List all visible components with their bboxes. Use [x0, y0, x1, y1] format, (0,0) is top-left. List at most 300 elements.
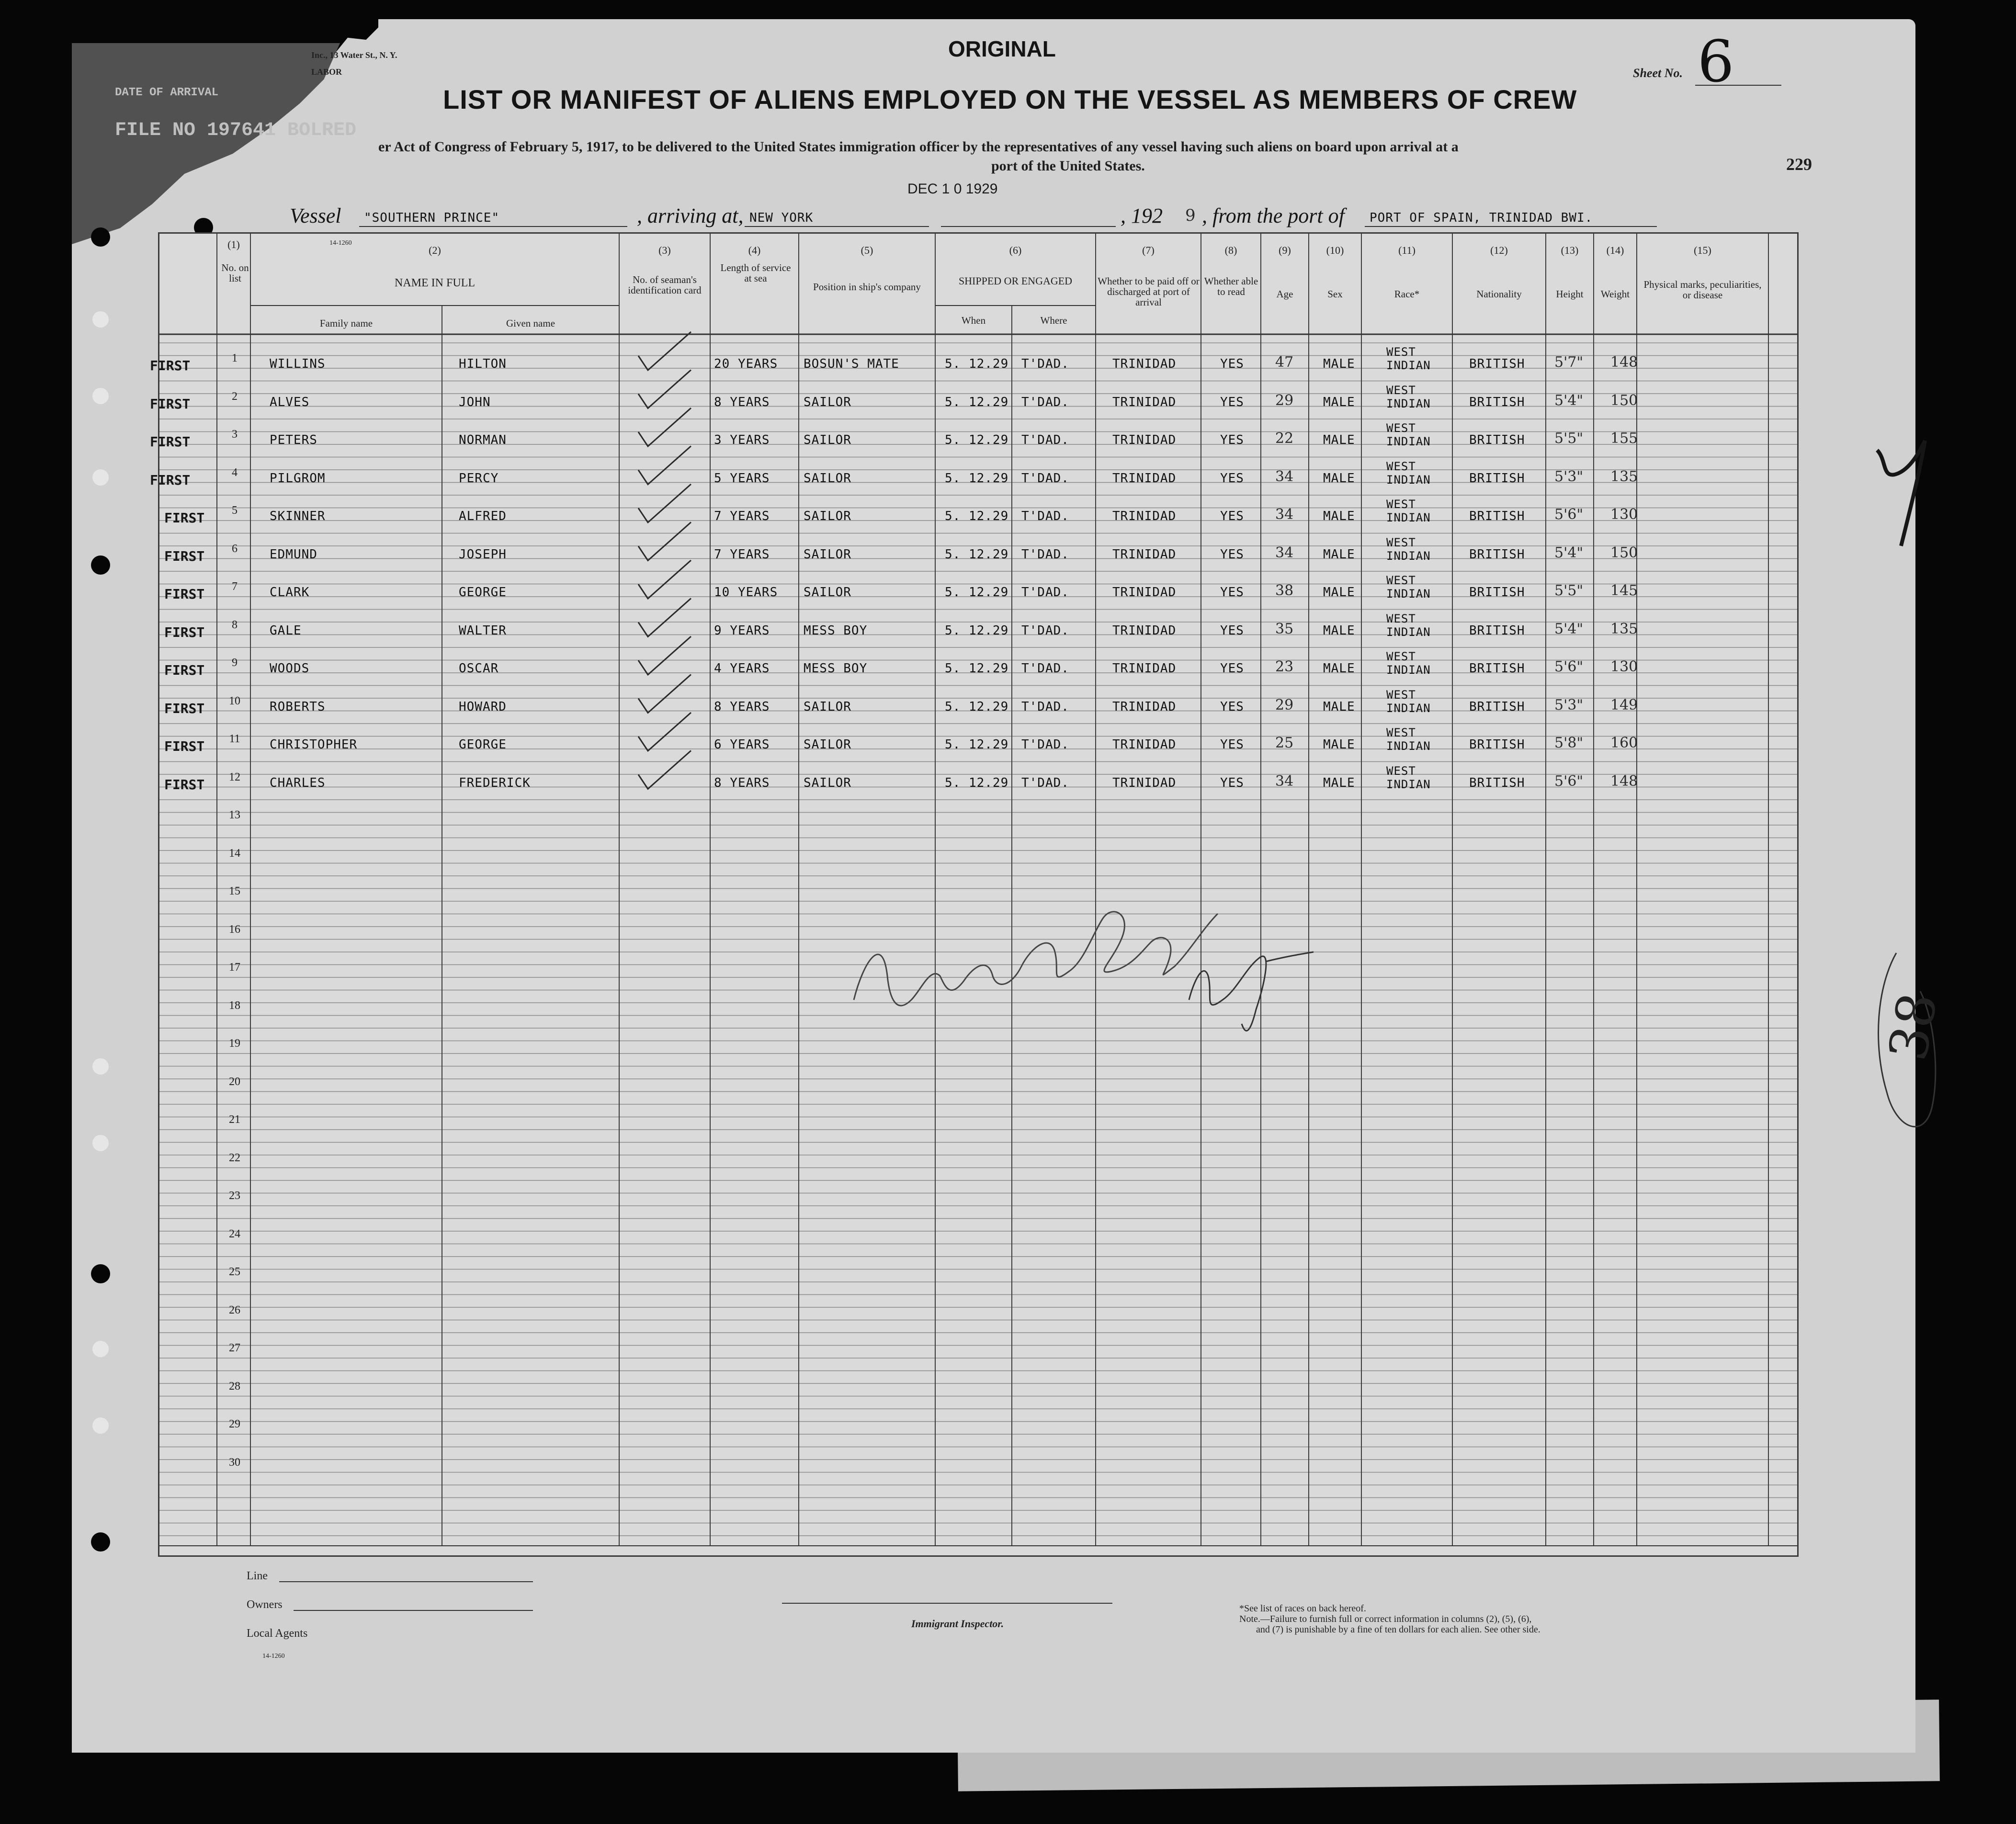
cell-height: 5'5" — [1554, 430, 1584, 447]
cell-when: 5. 12.29 — [945, 699, 1009, 714]
class-label: FIRST — [164, 586, 205, 602]
col-header-id-card: No. of seaman's identification card — [628, 274, 702, 296]
cell-read: YES — [1220, 737, 1244, 752]
sheet-label: Sheet No. — [1633, 66, 1683, 80]
col-header-family: Family name — [319, 317, 373, 329]
row-number: 3 — [232, 428, 238, 441]
col-header-height: Height — [1556, 288, 1584, 300]
cell-race: WEST — [1386, 345, 1416, 359]
checkmark-icon — [638, 408, 691, 446]
inspector-signature — [825, 856, 1352, 1076]
cell-position: SAILOR — [804, 395, 851, 409]
cell-read: YES — [1220, 433, 1244, 447]
col-header-paid-off: Whether to be paid off or discharged at port of arrival — [1098, 275, 1200, 308]
cell-sex: MALE — [1323, 775, 1355, 790]
manifest-subtitle-line1: er Act of Congress of February 5, 1917, to be delivered to the United States immigration officer by the representatives of any vessel having such aliens on board upon arrival at a — [378, 139, 1459, 155]
col-num-8: (8) — [1224, 244, 1237, 256]
col-header-position: Position in ship's company — [813, 281, 921, 293]
cell-read: YES — [1220, 471, 1244, 486]
cell-nat: BRITISH — [1469, 471, 1525, 486]
cell-age: 38 — [1275, 582, 1294, 599]
col-header-read: Whether able to read — [1204, 275, 1258, 297]
cell-height: 5'3" — [1554, 696, 1584, 714]
cell-family: CLARK — [270, 585, 310, 600]
cell-position: SAILOR — [804, 547, 851, 562]
margin-note: 38 — [1877, 988, 1949, 1065]
manifest-table — [150, 232, 1799, 1660]
cell-position: SAILOR — [804, 775, 851, 790]
footer-rules — [159, 1555, 1797, 1613]
cell-service: 8 YEARS — [714, 699, 770, 714]
checkmark-icon — [638, 560, 691, 599]
cell-age: 35 — [1275, 620, 1294, 637]
footer-note-races: *See list of races on back hereof. — [1239, 1603, 1366, 1614]
cell-given: GEORGE — [459, 737, 507, 752]
checkmark-icon — [638, 713, 691, 751]
cell-nat: BRITISH — [1469, 395, 1525, 409]
checkmark-icon — [638, 446, 691, 485]
cell-service: 7 YEARS — [714, 509, 770, 523]
cell-given: PERCY — [459, 471, 499, 486]
cell-height: 5'6" — [1554, 772, 1584, 790]
cell-age: 25 — [1275, 735, 1294, 751]
cell-service: 20 YEARS — [714, 357, 778, 371]
cell-height: 5'4" — [1554, 544, 1584, 561]
cell-position: SAILOR — [804, 699, 851, 714]
cell-race: INDIAN — [1386, 625, 1431, 639]
class-label: FIRST — [164, 548, 205, 564]
cell-sex: MALE — [1323, 585, 1355, 600]
row-number: 4 — [232, 466, 238, 479]
class-label: FIRST — [164, 700, 205, 716]
cell-sex: MALE — [1323, 471, 1355, 486]
footer-inspector-label: Immigrant Inspector. — [911, 1618, 1004, 1630]
cell-family: SKINNER — [270, 509, 326, 523]
cell-given: JOSEPH — [459, 547, 507, 562]
cell-given: OSCAR — [459, 661, 499, 676]
cell-service: 7 YEARS — [714, 547, 770, 562]
cell-nat: BRITISH — [1469, 737, 1525, 752]
col-header-nationality: Nationality — [1476, 288, 1522, 300]
col-num-11: (11) — [1398, 244, 1416, 256]
cell-service: 6 YEARS — [714, 737, 770, 752]
cell-sex: MALE — [1323, 699, 1355, 714]
cell-age: 29 — [1275, 696, 1294, 714]
cell-nat: BRITISH — [1469, 357, 1525, 371]
cell-read: YES — [1220, 357, 1244, 371]
cell-read: YES — [1220, 395, 1244, 409]
cell-weight: 145 — [1610, 582, 1638, 599]
footer-note-penalty-2: and (7) is punishable by a fine of ten dollars for each alien. See other side. — [1256, 1624, 1540, 1635]
footer-agents-label: Local Agents — [247, 1627, 308, 1640]
cell-height: 5'4" — [1554, 392, 1584, 409]
cell-read: YES — [1220, 623, 1244, 638]
cell-where: T'DAD. — [1021, 547, 1069, 562]
cell-race: WEST — [1386, 726, 1416, 739]
cell-race: WEST — [1386, 459, 1416, 473]
cell-weight: 130 — [1610, 506, 1638, 523]
cell-paid: TRINIDAD — [1112, 357, 1177, 371]
cell-race: INDIAN — [1386, 587, 1431, 600]
footer-line-label: Line — [247, 1570, 268, 1582]
cell-where: T'DAD. — [1021, 661, 1069, 676]
cell-nat: BRITISH — [1469, 699, 1525, 714]
cell-read: YES — [1220, 661, 1244, 676]
col-header-shipped: SHIPPED OR ENGAGED — [958, 275, 1073, 287]
cell-paid: TRINIDAD — [1112, 547, 1177, 562]
col-header-name: NAME IN FULL — [395, 277, 475, 289]
empty-row-number: 26 — [229, 1303, 240, 1316]
cell-when: 5. 12.29 — [945, 585, 1009, 600]
cell-race: WEST — [1386, 535, 1416, 549]
cell-paid: TRINIDAD — [1112, 737, 1177, 752]
cell-race: INDIAN — [1386, 777, 1431, 791]
row-number: 2 — [232, 390, 238, 403]
cell-where: T'DAD. — [1021, 395, 1069, 409]
footer-owners-label: Owners — [247, 1598, 283, 1611]
cell-read: YES — [1220, 509, 1244, 523]
signature-name — [1069, 1076, 1073, 1077]
arriving-port: NEW YORK — [749, 211, 814, 225]
cell-family: GALE — [270, 623, 302, 638]
cell-race: INDIAN — [1386, 663, 1431, 677]
cell-age: 34 — [1275, 544, 1294, 561]
cell-where: T'DAD. — [1021, 623, 1069, 638]
empty-row-number: 17 — [229, 961, 240, 974]
cell-position: SAILOR — [804, 471, 851, 486]
cell-weight: 149 — [1610, 696, 1638, 714]
empty-row-number: 16 — [229, 923, 240, 936]
cell-height: 5'7" — [1554, 354, 1584, 371]
cell-family: PETERS — [270, 433, 317, 447]
cell-paid: TRINIDAD — [1112, 775, 1177, 790]
cell-height: 5'5" — [1554, 582, 1584, 599]
col-num-1: (1) — [227, 238, 240, 250]
cell-weight: 130 — [1610, 658, 1638, 675]
class-label: FIRST — [150, 434, 191, 450]
cell-sex: MALE — [1323, 737, 1355, 752]
cell-age: 29 — [1275, 392, 1294, 409]
cell-race: INDIAN — [1386, 359, 1431, 372]
cell-sex: MALE — [1323, 433, 1355, 447]
cell-weight: 150 — [1610, 544, 1638, 561]
row-number: 12 — [229, 770, 240, 783]
col-num-3: (3) — [658, 244, 671, 256]
cell-family: WOODS — [270, 661, 310, 676]
checkmark-icon — [638, 751, 691, 789]
year-prefix: , 192 — [1121, 204, 1163, 227]
cell-weight: 160 — [1610, 735, 1638, 751]
cell-family: EDMUND — [270, 547, 317, 562]
empty-row-number: 13 — [229, 809, 240, 821]
cell-service: 10 YEARS — [714, 585, 778, 600]
col-num-14: (14) — [1606, 244, 1624, 256]
row-number: 11 — [229, 733, 240, 745]
cell-sex: MALE — [1323, 547, 1355, 562]
cell-age: 47 — [1275, 354, 1294, 371]
cell-weight: 148 — [1610, 772, 1638, 790]
row-number: 7 — [232, 580, 238, 593]
page-number: 229 — [1786, 155, 1812, 174]
cell-paid: TRINIDAD — [1112, 585, 1177, 600]
cell-weight: 155 — [1610, 430, 1638, 447]
checkmark-icon — [638, 599, 691, 637]
cell-nat: BRITISH — [1469, 433, 1525, 447]
cell-weight: 148 — [1610, 354, 1638, 371]
cell-race: INDIAN — [1386, 549, 1431, 563]
cell-weight: 150 — [1610, 392, 1638, 409]
cell-family: WILLINS — [270, 357, 326, 371]
cell-where: T'DAD. — [1021, 433, 1069, 447]
cell-paid: TRINIDAD — [1112, 509, 1177, 523]
cell-paid: TRINIDAD — [1112, 395, 1177, 409]
cell-given: JOHN — [459, 395, 491, 409]
cell-when: 5. 12.29 — [945, 661, 1009, 676]
col-header-service: Length of service at sea — [720, 262, 791, 284]
cell-race: INDIAN — [1386, 511, 1431, 524]
cell-paid: TRINIDAD — [1112, 433, 1177, 447]
col-header-marks: Physical marks, peculiarities, or disease — [1643, 279, 1762, 301]
cell-position: SAILOR — [804, 585, 851, 600]
cell-given: GEORGE — [459, 585, 507, 600]
cell-given: HOWARD — [459, 699, 507, 714]
cell-nat: BRITISH — [1469, 585, 1525, 600]
cell-family: ALVES — [270, 395, 310, 409]
class-label: FIRST — [164, 624, 205, 640]
col-header-given: Given name — [506, 317, 555, 329]
checkmark-icon — [638, 636, 691, 675]
col-header-where: Where — [1040, 315, 1067, 326]
cell-paid: TRINIDAD — [1112, 471, 1177, 486]
empty-row-number: 30 — [229, 1456, 240, 1469]
cell-family: CHARLES — [270, 775, 326, 790]
year-digit: 9 — [1185, 206, 1196, 225]
department-label: LABOR — [311, 67, 342, 77]
empty-row-number: 28 — [229, 1380, 240, 1393]
cell-service: 3 YEARS — [714, 433, 770, 447]
cell-when: 5. 12.29 — [945, 471, 1009, 486]
cell-weight: 135 — [1610, 468, 1638, 485]
cell-paid: TRINIDAD — [1112, 661, 1177, 676]
cell-given: HILTON — [459, 357, 507, 371]
cell-given: WALTER — [459, 623, 507, 638]
cell-sex: MALE — [1323, 395, 1355, 409]
footer-note-penalty-1: Note.—Failure to furnish full or correct information in columns (2), (5), (6), — [1239, 1614, 1532, 1624]
cell-race: WEST — [1386, 764, 1416, 778]
cell-height: 5'4" — [1554, 620, 1584, 637]
cell-race: WEST — [1386, 421, 1416, 435]
cell-service: 8 YEARS — [714, 395, 770, 409]
cell-sex: MALE — [1323, 661, 1355, 676]
cell-service: 4 YEARS — [714, 661, 770, 676]
col-header-sex: Sex — [1327, 288, 1343, 300]
cell-given: NORMAN — [459, 433, 507, 447]
checkmark-icon — [638, 522, 691, 561]
cell-age: 23 — [1275, 658, 1294, 675]
cell-given: ALFRED — [459, 509, 507, 523]
empty-row-number: 21 — [229, 1113, 240, 1126]
printer-imprint: Inc., 13 Water St., N. Y. — [311, 50, 397, 60]
vessel-name: "SOUTHERN PRINCE" — [364, 211, 500, 225]
class-label: FIRST — [150, 358, 191, 374]
vessel-label: Vessel — [290, 204, 341, 227]
cell-when: 5. 12.29 — [945, 547, 1009, 562]
row-number: 6 — [232, 542, 238, 555]
cell-when: 5. 12.29 — [945, 775, 1009, 790]
cell-when: 5. 12.29 — [945, 433, 1009, 447]
cell-read: YES — [1220, 699, 1244, 714]
col-num-10: (10) — [1326, 244, 1344, 256]
cell-where: T'DAD. — [1021, 471, 1069, 486]
stamp-file-number: FILE NO 197641 BOLRED — [115, 120, 357, 141]
cell-where: T'DAD. — [1021, 775, 1069, 790]
class-label: FIRST — [150, 472, 191, 488]
cell-when: 5. 12.29 — [945, 737, 1009, 752]
cell-position: SAILOR — [804, 509, 851, 523]
cell-age: 34 — [1275, 772, 1294, 790]
col-num-15: (15) — [1694, 244, 1711, 256]
col-header-no: No. on list — [221, 262, 249, 284]
cell-race: WEST — [1386, 498, 1416, 511]
col-header-race: Race* — [1394, 288, 1420, 300]
cell-position: BOSUN'S MATE — [804, 357, 899, 371]
cell-race: WEST — [1386, 383, 1416, 397]
cell-service: 8 YEARS — [714, 775, 770, 790]
cell-where: T'DAD. — [1021, 357, 1069, 371]
manifest-title: LIST OR MANIFEST OF ALIENS EMPLOYED ON THE VESSEL AS MEMBERS OF CREW — [443, 84, 1577, 114]
checkmark-icon — [638, 370, 691, 408]
cell-race: WEST — [1386, 688, 1416, 702]
cell-race: INDIAN — [1386, 473, 1431, 487]
row-number: 8 — [232, 618, 238, 631]
cell-race: WEST — [1386, 612, 1416, 625]
manifest-subtitle-line2: port of the United States. — [991, 158, 1145, 174]
checkmark-icon — [638, 332, 691, 370]
margin-pencil-mark — [1868, 431, 1935, 555]
cell-paid: TRINIDAD — [1112, 623, 1177, 638]
cell-family: CHRISTOPHER — [270, 737, 358, 752]
cell-nat: BRITISH — [1469, 509, 1525, 523]
cell-race: WEST — [1386, 650, 1416, 663]
cell-weight: 135 — [1610, 620, 1638, 637]
empty-row-number: 18 — [229, 999, 240, 1012]
cell-height: 5'8" — [1554, 735, 1584, 751]
checkmark-icon — [638, 675, 691, 713]
cell-race: INDIAN — [1386, 701, 1431, 715]
cell-service: 9 YEARS — [714, 623, 770, 638]
cell-when: 5. 12.29 — [945, 509, 1009, 523]
arriving-label: , arriving at, — [637, 204, 744, 227]
col-header-weight: Weight — [1600, 288, 1630, 300]
col-header-age: Age — [1276, 288, 1293, 300]
cell-read: YES — [1220, 585, 1244, 600]
empty-row-number: 23 — [229, 1190, 240, 1202]
cell-nat: BRITISH — [1469, 547, 1525, 562]
col-num-13: (13) — [1561, 244, 1579, 256]
empty-row-number: 27 — [229, 1342, 240, 1354]
checkmark-icon — [638, 484, 691, 522]
cell-age: 22 — [1275, 430, 1294, 447]
col-num-4: (4) — [748, 244, 761, 256]
cell-sex: MALE — [1323, 623, 1355, 638]
date-stamp: DEC 1 0 1929 — [907, 181, 998, 197]
col-num-2: (2) — [429, 244, 441, 256]
cell-family: ROBERTS — [270, 699, 326, 714]
col-num-9: (9) — [1279, 244, 1291, 256]
row-number: 1 — [232, 352, 238, 364]
cell-sex: MALE — [1323, 357, 1355, 371]
cell-paid: TRINIDAD — [1112, 699, 1177, 714]
cell-where: T'DAD. — [1021, 509, 1069, 523]
col-num-6: (6) — [1009, 244, 1022, 256]
empty-row-number: 24 — [229, 1227, 240, 1240]
cell-race: INDIAN — [1386, 397, 1431, 410]
cell-family: PILGROM — [270, 471, 326, 486]
cell-race: INDIAN — [1386, 435, 1431, 448]
cell-height: 5'6" — [1554, 658, 1584, 675]
cell-where: T'DAD. — [1021, 737, 1069, 752]
cell-position: SAILOR — [804, 737, 851, 752]
class-label: FIRST — [164, 738, 205, 754]
footer-form-code: 14-1260 — [262, 1653, 285, 1660]
class-label: FIRST — [164, 510, 205, 526]
cell-read: YES — [1220, 547, 1244, 562]
cell-given: FREDERICK — [459, 775, 531, 790]
cell-age: 34 — [1275, 468, 1294, 485]
cell-age: 34 — [1275, 506, 1294, 523]
from-port-label: , from the port of — [1202, 204, 1345, 227]
cell-where: T'DAD. — [1021, 699, 1069, 714]
cell-height: 5'6" — [1554, 506, 1584, 523]
sheet-number: 6 — [1698, 29, 1734, 95]
cell-nat: BRITISH — [1469, 775, 1525, 790]
col-num-5: (5) — [861, 244, 873, 256]
empty-row-number: 22 — [229, 1151, 240, 1164]
empty-row-number: 25 — [229, 1266, 240, 1278]
cell-sex: MALE — [1323, 509, 1355, 523]
empty-row-number: 19 — [229, 1037, 240, 1050]
row-number: 10 — [229, 694, 240, 707]
col-header-when: When — [961, 315, 986, 326]
form-code-top: 14-1260 — [329, 239, 352, 247]
class-label: FIRST — [164, 662, 205, 678]
empty-row-number: 29 — [229, 1418, 240, 1430]
from-port: PORT OF SPAIN, TRINIDAD BWI. — [1370, 211, 1593, 225]
cell-nat: BRITISH — [1469, 623, 1525, 638]
cell-position: MESS BOY — [804, 623, 868, 638]
cell-nat: BRITISH — [1469, 661, 1525, 676]
row-number: 9 — [232, 657, 238, 669]
cell-height: 5'3" — [1554, 468, 1584, 485]
cell-when: 5. 12.29 — [945, 395, 1009, 409]
cell-race: INDIAN — [1386, 739, 1431, 753]
cell-where: T'DAD. — [1021, 585, 1069, 600]
empty-row-number: 20 — [229, 1075, 240, 1088]
cell-position: SAILOR — [804, 433, 851, 447]
cell-when: 5. 12.29 — [945, 623, 1009, 638]
col-num-12: (12) — [1490, 244, 1508, 256]
cell-when: 5. 12.29 — [945, 357, 1009, 371]
cell-read: YES — [1220, 775, 1244, 790]
class-label: FIRST — [150, 396, 191, 412]
cell-race: WEST — [1386, 574, 1416, 587]
empty-row-number: 15 — [229, 885, 240, 897]
original-label: ORIGINAL — [948, 36, 1056, 61]
cell-position: MESS BOY — [804, 661, 868, 676]
class-label: FIRST — [164, 776, 205, 793]
row-number: 5 — [232, 504, 238, 517]
col-num-7: (7) — [1142, 244, 1155, 256]
